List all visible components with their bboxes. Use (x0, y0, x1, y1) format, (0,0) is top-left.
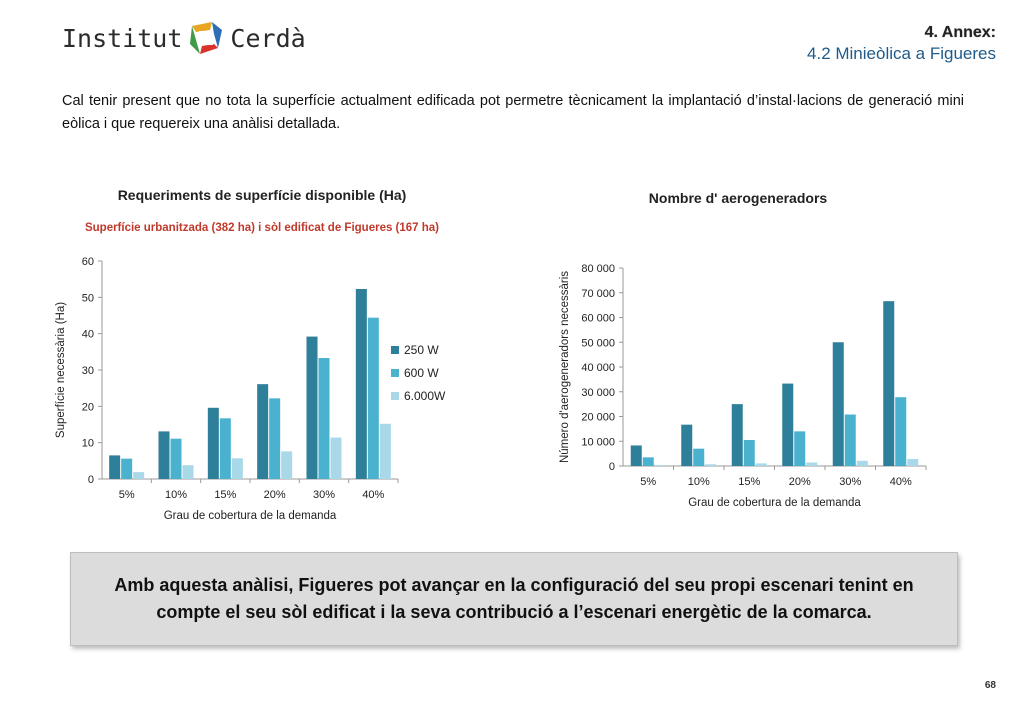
chart1-legend-swatch (391, 346, 399, 354)
chart1-bar-250w-10pct (159, 431, 170, 479)
chart2-bar-600w-15pct (744, 440, 755, 466)
chart2-bar-6000w-15pct (756, 463, 767, 466)
chart1-bar-600w-15pct (220, 418, 231, 479)
chart1-title: Requeriments de superfície disponible (Ha) (117, 187, 407, 203)
chart2-x-tick-label: 15% (738, 476, 761, 488)
chart1-y-tick-label: 0 (87, 474, 94, 486)
chart1-y-tick-label: 30 (81, 365, 94, 377)
chart2-bar-6000w-5pct (655, 465, 666, 466)
subsection-title: 4.2 Minieòlica a Figueres (807, 44, 996, 63)
chart2-bar-6000w-10pct (705, 464, 716, 466)
chart2-bar-250w-10pct (681, 425, 692, 466)
chart1-legend-label: 600 W (404, 366, 439, 380)
chart1-x-tick-label: 30% (312, 489, 336, 501)
chart2-x-tick-label: 5% (640, 476, 657, 488)
chart1-bar-600w-40pct (368, 318, 379, 479)
chart2-y-axis-label: Número d'aerogeneradors necessàris (559, 270, 571, 464)
chart2-bar-250w-30pct (833, 342, 844, 466)
chart2-y-tick-label: 10 000 (581, 436, 615, 449)
page-header (807, 24, 996, 64)
chart2-bar-600w-30pct (845, 415, 856, 466)
chart2-y-tick-label: 80 000 (581, 263, 615, 275)
turbine-count-chart (550, 170, 950, 530)
page-number: 68 (984, 680, 996, 691)
chart1-bar-600w-20pct (269, 398, 280, 479)
institut-cerda-logo (62, 16, 306, 60)
chart1-x-tick-label: 20% (263, 489, 286, 501)
chart1-x-tick-label: 40% (362, 489, 385, 501)
chart2-bar-600w-5pct (643, 457, 654, 466)
chart2-y-tick-label: 40 000 (581, 362, 615, 374)
logo-right-word: Cerdà (230, 23, 306, 53)
surface-requirements-chart (48, 170, 468, 530)
chart1-y-tick-label: 60 (81, 256, 94, 268)
chart2-bar-6000w-30pct (857, 461, 868, 466)
chart1-bar-600w-5pct (121, 459, 132, 479)
chart2-x-axis-label: Grau de cobertura de la demanda (688, 497, 861, 509)
logo-mark-icon (188, 20, 224, 56)
chart2-y-tick-label: 30 000 (581, 386, 615, 399)
chart2-y-tick-label: 60 000 (581, 312, 615, 325)
chart1-x-axis-label: Grau de cobertura de la demanda (163, 510, 337, 522)
chart1-bar-6000w-30pct (331, 438, 342, 479)
chart1-bar-6000w-15pct (232, 458, 243, 479)
chart1-bar-6000w-5pct (133, 472, 144, 479)
chart1-bar-6000w-40pct (380, 424, 391, 479)
chart1-legend-swatch (391, 369, 399, 377)
chart1-y-tick-label: 50 (81, 292, 94, 305)
chart2-bar-6000w-20pct (806, 463, 817, 466)
chart1-x-tick-label: 10% (164, 489, 188, 501)
chart1-legend-label: 250 W (404, 343, 439, 357)
chart2-bar-250w-40pct (883, 301, 894, 466)
section-title: 4. Annex: (924, 24, 996, 41)
chart1-subtitle: Superfície urbanitzada (382 ha) i sòl edificat de Figueres (167 ha) (84, 222, 440, 234)
chart2-bar-600w-40pct (895, 397, 906, 466)
chart1-bar-600w-10pct (171, 439, 182, 479)
chart2-bar-250w-15pct (732, 404, 743, 466)
logo-left-word: Institut (62, 23, 183, 53)
chart1-bar-250w-15pct (208, 408, 219, 479)
chart1-y-tick-label: 10 (81, 437, 94, 450)
chart2-bar-250w-5pct (631, 445, 642, 466)
chart1-x-tick-label: 5% (118, 489, 135, 501)
chart2-bar-600w-10pct (693, 449, 704, 466)
chart1-bar-250w-20pct (257, 384, 268, 479)
chart2-bar-6000w-40pct (907, 459, 918, 466)
chart2-y-tick-label: 50 000 (581, 337, 615, 350)
chart2-y-tick-label: 20 000 (581, 411, 615, 424)
chart2-x-tick-label: 40% (889, 476, 912, 488)
intro-paragraph: Cal tenir present que no tota la superfície actualment edificada pot permetre tècnicament la implantació d’instal·lacions de generació mini eòlica i que requereix una anàlisi detallada. (62, 93, 964, 132)
chart1-y-tick-label: 20 (81, 401, 94, 414)
chart1-legend-label: 6.000W (404, 389, 446, 403)
chart1-bar-250w-40pct (356, 289, 367, 479)
chart2-y-tick-label: 0 (608, 461, 615, 473)
chart1-x-tick-label: 15% (214, 489, 237, 501)
chart2-y-tick-label: 70 000 (581, 287, 615, 300)
chart2-bar-250w-20pct (782, 384, 793, 466)
chart1-y-axis-label: Superfície necessària (Ha) (55, 301, 67, 439)
chart1-legend-swatch (391, 392, 399, 400)
chart1-bar-6000w-20pct (281, 451, 292, 479)
chart1-bar-250w-5pct (109, 455, 120, 479)
chart2-x-tick-label: 30% (839, 476, 862, 488)
chart2-x-tick-label: 20% (788, 476, 811, 488)
chart1-bar-600w-30pct (319, 358, 330, 479)
chart2-title: Nombre d' aerogeneradors (648, 190, 828, 206)
chart1-bar-6000w-10pct (183, 465, 194, 479)
conclusion-callout (70, 552, 958, 646)
callout-text: Amb aquesta anàlisi, Figueres pot avançar en la configuració del seu propi escenari tenint en compte el seu sòl edificat i la seva contribució a l’escenari energètic de la comarca. (114, 575, 914, 622)
chart2-bar-600w-20pct (794, 431, 805, 466)
chart1-y-tick-label: 40 (81, 328, 94, 341)
chart1-bar-250w-30pct (307, 337, 318, 479)
chart2-x-tick-label: 10% (687, 476, 710, 488)
